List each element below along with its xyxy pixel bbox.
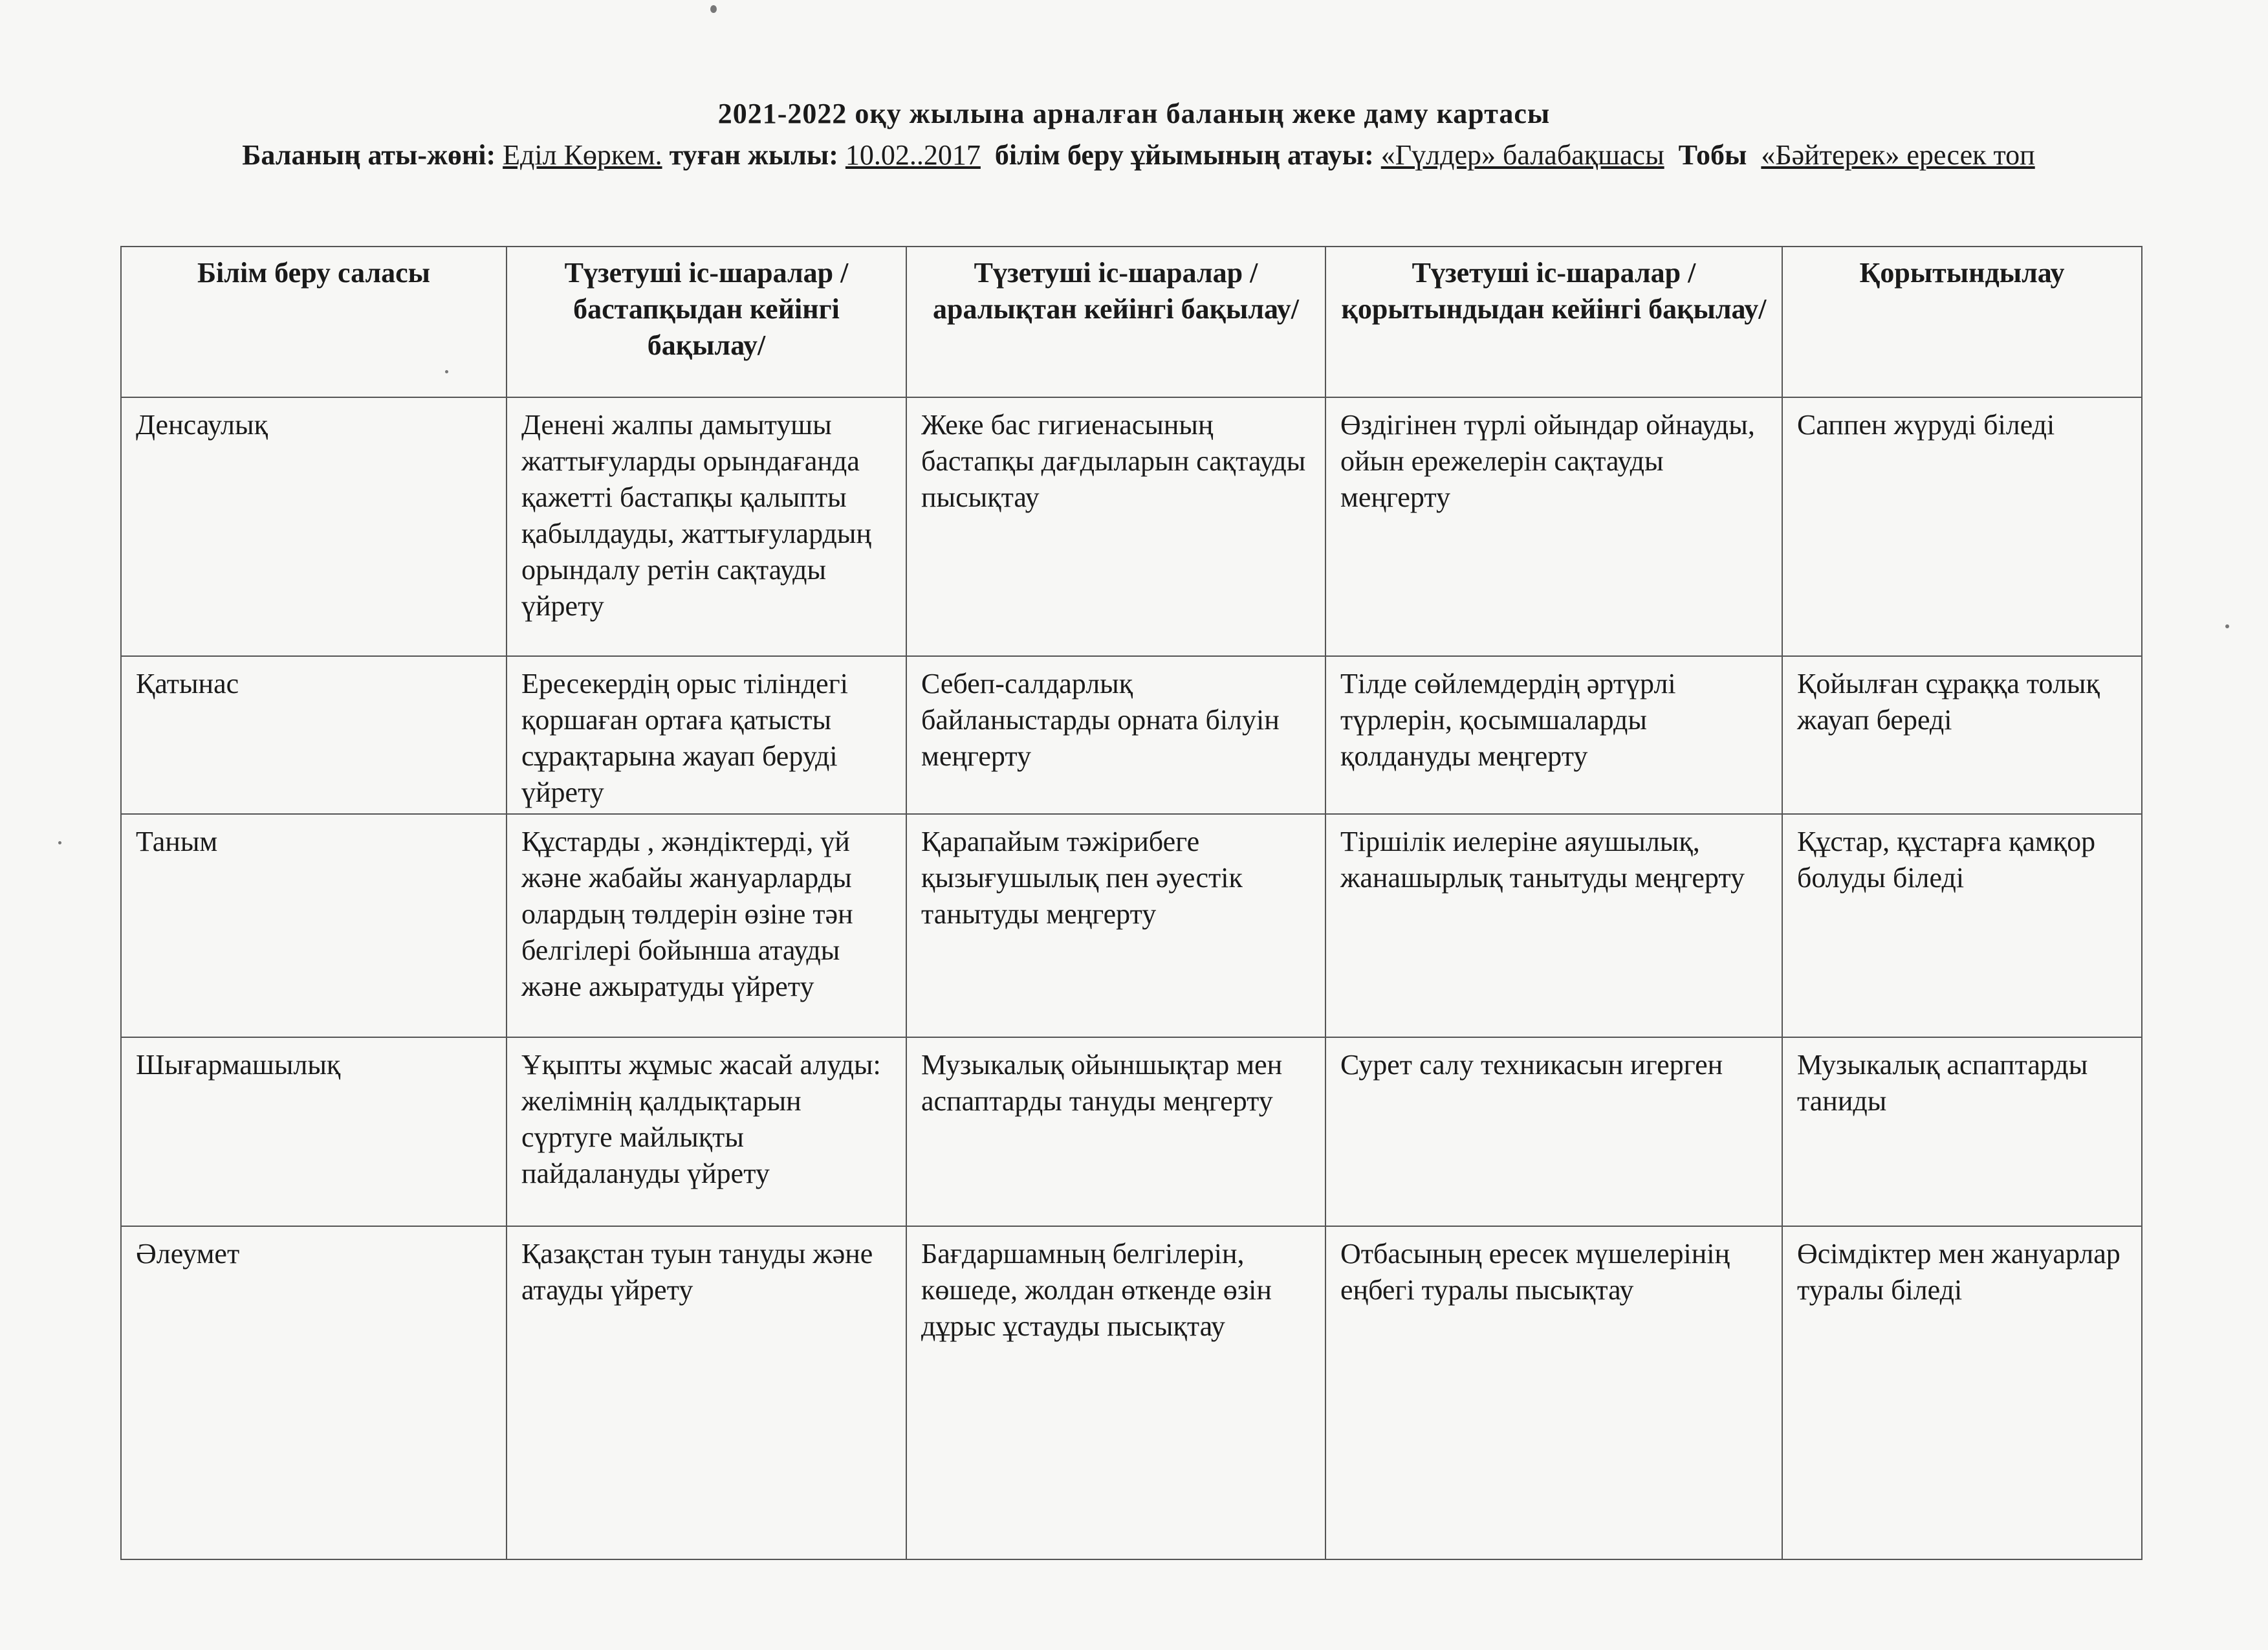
cell-initial: Құстарды , жәндіктерді, үй және жабайы жануарларды олардың төлдерін өзіне тән белгілері бойынша атауды және ажыратуды үйрету	[507, 814, 906, 1037]
cell-area: Шығармашылық	[121, 1037, 507, 1226]
group-value: «Бәйтерек» ересек топ	[1761, 139, 2035, 171]
cell-summary: Өсімдіктер мен жануарлар туралы біледі	[1782, 1226, 2142, 1559]
group-label: Тобы	[1678, 139, 1747, 171]
cell-summary: Музыкалық аспаптарды таниды	[1782, 1037, 2142, 1226]
cell-summary: Қойылған сұраққа толық жауап береді	[1782, 656, 2142, 814]
child-info-line	[116, 136, 2161, 175]
scan-speck	[445, 370, 448, 373]
cell-initial: Ұқыпты жұмыс жасай алуды: желімнің қалдықтарын сүртуге майлықты пайдалануды үйрету	[507, 1037, 906, 1226]
cell-final: Өздігінен түрлі ойындар ойнауды, ойын ережелерін сақтауды меңгерту	[1325, 397, 1782, 656]
cell-interim: Себеп-салдарлық байланыстарды орната білуін меңгерту	[906, 656, 1325, 814]
cell-final: Отбасының ересек мүшелерінің еңбегі туралы пысықтау	[1325, 1226, 1782, 1559]
cell-final: Сурет салу техникасын игерген	[1325, 1037, 1782, 1226]
header-education-area: Білім беру саласы	[121, 247, 507, 397]
header-summary: Қорытындылау	[1782, 247, 2142, 397]
cell-area: Денсаулық	[121, 397, 507, 656]
cell-interim: Бағдаршамның белгілерін, көшеде, жолдан өткенде өзін дұрыс ұстауды пысықтау	[906, 1226, 1325, 1559]
scan-speck	[710, 5, 717, 13]
cell-area: Таным	[121, 814, 507, 1037]
scan-speck	[2225, 624, 2229, 628]
cell-interim: Музыкалық ойыншықтар мен аспаптарды тануды меңгерту	[906, 1037, 1325, 1226]
cell-summary: Құстар, құстарға қамқор болуды біледі	[1782, 814, 2142, 1037]
name-label: Баланың аты-жөні:	[242, 139, 496, 171]
table-header-row	[121, 247, 2142, 397]
cell-initial: Денені жалпы дамытушы жаттығуларды орындағанда қажетті бастапқы қалыпты қабылдауды, жаттығулардың орындалу ретін сақтауды үйрету	[507, 397, 906, 656]
header-initial-monitoring: Түзетуші іс-шаралар /бастапқыдан кейінгі бақылау/	[507, 247, 906, 397]
header-interim-monitoring: Түзетуші іс-шаралар / аралықтан кейінгі бақылау/	[906, 247, 1325, 397]
table-row	[121, 1037, 2142, 1226]
org-label: білім беру ұйымының атауы:	[994, 139, 1374, 171]
cell-final: Тіршілік иелеріне аяушылық, жанашырлық танытуды меңгерту	[1325, 814, 1782, 1037]
header-final-monitoring: Түзетуші іс-шаралар / қорытындыдан кейінгі бақылау/	[1325, 247, 1782, 397]
table-row	[121, 397, 2142, 656]
development-card-table	[120, 246, 2143, 1560]
table-row	[121, 814, 2142, 1037]
cell-area: Қатынас	[121, 656, 507, 814]
table-row	[121, 656, 2142, 814]
birth-value: 10.02..2017	[845, 139, 981, 171]
scan-speck	[58, 841, 61, 844]
cell-interim: Қарапайым тәжірибеге қызығушылық пен әуестік танытуды меңгерту	[906, 814, 1325, 1037]
cell-final: Тілде сөйлемдердің әртүрлі түрлерін, қосымшаларды қолдануды меңгерту	[1325, 656, 1782, 814]
document-title: 2021-2022 оқу жылына арналған баланың жеке даму картасы	[717, 98, 1551, 129]
org-value: «Гүлдер» балабақшасы	[1380, 139, 1664, 171]
cell-area: Әлеумет	[121, 1226, 507, 1559]
birth-label: туған жылы:	[669, 139, 838, 171]
table-row	[121, 1226, 2142, 1559]
cell-summary: Саппен жүруді біледі	[1782, 397, 2142, 656]
cell-interim: Жеке бас гигиенасының бастапқы дағдыларын сақтауды пысықтау	[906, 397, 1325, 656]
name-value: Еділ Көркем.	[503, 139, 662, 171]
cell-initial: Қазақстан туын тануды және атауды үйрету	[507, 1226, 906, 1559]
cell-initial: Ересекердің орыс тіліндегі қоршаған ортаға қатысты сұрақтарына жауап беруді үйрету	[507, 656, 906, 814]
